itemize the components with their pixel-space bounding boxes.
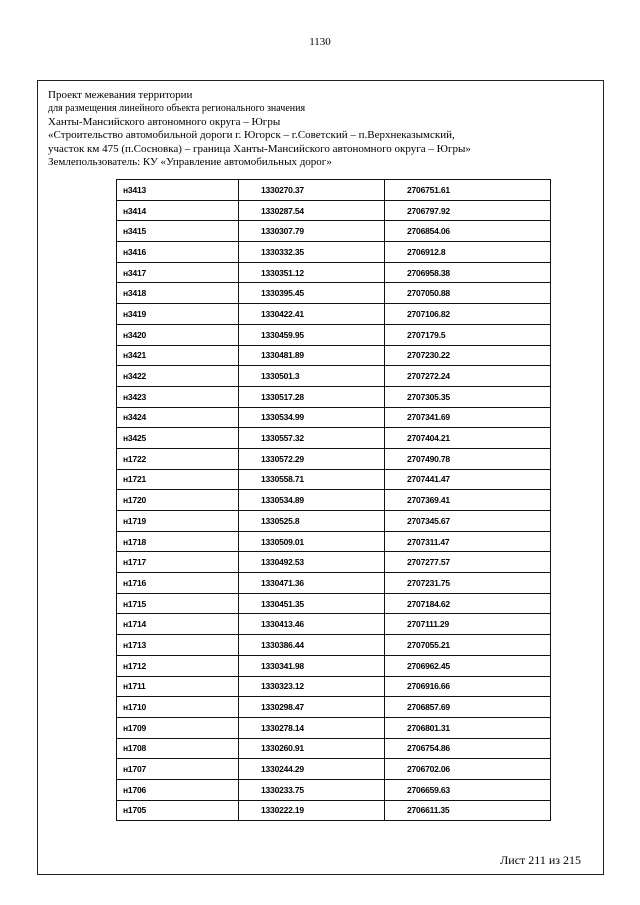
header-line-6: Землепользователь: КУ «Управление автомобильных дорог» <box>48 156 332 169</box>
x-coordinate-cell: 1330323.12 <box>239 676 385 697</box>
point-id-cell: н1717 <box>117 552 239 573</box>
table-row <box>117 200 551 221</box>
table-row <box>117 448 551 469</box>
point-id-cell: н3423 <box>117 386 239 407</box>
y-coordinate-cell: 2707050.88 <box>385 283 551 304</box>
y-coordinate-cell: 2707231.75 <box>385 573 551 594</box>
x-coordinate-cell: 1330481.89 <box>239 345 385 366</box>
header-line-3: Ханты-Мансийского автономного округа – Югры <box>48 115 281 128</box>
point-id-cell: н1714 <box>117 614 239 635</box>
x-coordinate-cell: 1330557.32 <box>239 428 385 449</box>
table-row <box>117 573 551 594</box>
y-coordinate-cell: 2707369.41 <box>385 490 551 511</box>
x-coordinate-cell: 1330534.89 <box>239 490 385 511</box>
x-coordinate-cell: 1330422.41 <box>239 304 385 325</box>
table-row <box>117 759 551 780</box>
table-row <box>117 779 551 800</box>
point-id-cell: н3417 <box>117 262 239 283</box>
y-coordinate-cell: 2707404.21 <box>385 428 551 449</box>
y-coordinate-cell: 2707345.67 <box>385 511 551 532</box>
x-coordinate-cell: 1330307.79 <box>239 221 385 242</box>
header-line-1: Проект межевания территории <box>48 89 193 101</box>
y-coordinate-cell: 2707272.24 <box>385 366 551 387</box>
point-id-cell: н1720 <box>117 490 239 511</box>
header-line-2: для размещения линейного объекта регионального значения <box>48 103 306 115</box>
point-id-cell: н3421 <box>117 345 239 366</box>
y-coordinate-cell: 2707441.47 <box>385 469 551 490</box>
table-row <box>117 345 551 366</box>
point-id-cell: н1708 <box>117 738 239 759</box>
y-coordinate-cell: 2707179.5 <box>385 324 551 345</box>
header-line-5: участок км 475 (п.Сосновка) – граница Ханты-Мансийского автономного округа – Югры» <box>48 142 471 155</box>
y-coordinate-cell: 2706958.38 <box>385 262 551 283</box>
point-id-cell: н3422 <box>117 366 239 387</box>
x-coordinate-cell: 1330386.44 <box>239 635 385 656</box>
y-coordinate-cell: 2707305.35 <box>385 386 551 407</box>
point-id-cell: н1719 <box>117 511 239 532</box>
point-id-cell: н3424 <box>117 407 239 428</box>
y-coordinate-cell: 2707111.29 <box>385 614 551 635</box>
x-coordinate-cell: 1330451.35 <box>239 593 385 614</box>
y-coordinate-cell: 2706659.63 <box>385 779 551 800</box>
table-row <box>117 635 551 656</box>
y-coordinate-cell: 2706801.31 <box>385 717 551 738</box>
x-coordinate-cell: 1330501.3 <box>239 366 385 387</box>
point-id-cell: н3418 <box>117 283 239 304</box>
y-coordinate-cell: 2706751.61 <box>385 180 551 201</box>
point-id-cell: н1709 <box>117 717 239 738</box>
table-row <box>117 386 551 407</box>
coordinates-table-body <box>117 180 551 821</box>
table-row <box>117 428 551 449</box>
table-row <box>117 283 551 304</box>
point-id-cell: н1711 <box>117 676 239 697</box>
x-coordinate-cell: 1330233.75 <box>239 779 385 800</box>
y-coordinate-cell: 2706854.06 <box>385 221 551 242</box>
point-id-cell: н1722 <box>117 448 239 469</box>
point-id-cell: н3414 <box>117 200 239 221</box>
x-coordinate-cell: 1330278.14 <box>239 717 385 738</box>
x-coordinate-cell: 1330244.29 <box>239 759 385 780</box>
point-id-cell: н3413 <box>117 180 239 201</box>
table-row <box>117 593 551 614</box>
table-row <box>117 676 551 697</box>
y-coordinate-cell: 2707184.62 <box>385 593 551 614</box>
header-line-4: «Строительство автомобильной дороги г. Югорск – г.Советский – п.Верхнеказымский, <box>48 129 455 142</box>
point-id-cell: н3419 <box>117 304 239 325</box>
y-coordinate-cell: 2707311.47 <box>385 531 551 552</box>
y-coordinate-cell: 2707277.57 <box>385 552 551 573</box>
point-id-cell: н3420 <box>117 324 239 345</box>
y-coordinate-cell: 2706754.86 <box>385 738 551 759</box>
table-row <box>117 469 551 490</box>
y-coordinate-cell: 2706912.8 <box>385 242 551 263</box>
point-id-cell: н1706 <box>117 779 239 800</box>
y-coordinate-cell: 2706857.69 <box>385 697 551 718</box>
y-coordinate-cell: 2706962.45 <box>385 655 551 676</box>
x-coordinate-cell: 1330270.37 <box>239 180 385 201</box>
document-header <box>48 89 593 169</box>
point-id-cell: н3416 <box>117 242 239 263</box>
point-id-cell: н1712 <box>117 655 239 676</box>
x-coordinate-cell: 1330351.12 <box>239 262 385 283</box>
point-id-cell: н3425 <box>117 428 239 449</box>
y-coordinate-cell: 2706797.92 <box>385 200 551 221</box>
table-row <box>117 262 551 283</box>
point-id-cell: н1713 <box>117 635 239 656</box>
x-coordinate-cell: 1330517.28 <box>239 386 385 407</box>
point-id-cell: н1716 <box>117 573 239 594</box>
x-coordinate-cell: 1330525.8 <box>239 511 385 532</box>
table-row <box>117 614 551 635</box>
x-coordinate-cell: 1330222.19 <box>239 800 385 821</box>
table-row <box>117 324 551 345</box>
page-number: 1130 <box>309 36 331 48</box>
coordinates-table <box>116 179 551 821</box>
sheet-number: Лист 211 из 215 <box>500 853 581 867</box>
point-id-cell: н1710 <box>117 697 239 718</box>
x-coordinate-cell: 1330332.35 <box>239 242 385 263</box>
table-row <box>117 531 551 552</box>
y-coordinate-cell: 2706611.35 <box>385 800 551 821</box>
table-row <box>117 407 551 428</box>
table-row <box>117 511 551 532</box>
x-coordinate-cell: 1330558.71 <box>239 469 385 490</box>
x-coordinate-cell: 1330492.53 <box>239 552 385 573</box>
table-row <box>117 366 551 387</box>
table-row <box>117 655 551 676</box>
x-coordinate-cell: 1330413.46 <box>239 614 385 635</box>
table-row <box>117 180 551 201</box>
x-coordinate-cell: 1330572.29 <box>239 448 385 469</box>
x-coordinate-cell: 1330341.98 <box>239 655 385 676</box>
table-row <box>117 738 551 759</box>
table-row <box>117 552 551 573</box>
x-coordinate-cell: 1330509.01 <box>239 531 385 552</box>
point-id-cell: н1705 <box>117 800 239 821</box>
y-coordinate-cell: 2707055.21 <box>385 635 551 656</box>
y-coordinate-cell: 2706702.06 <box>385 759 551 780</box>
x-coordinate-cell: 1330395.45 <box>239 283 385 304</box>
table-row <box>117 800 551 821</box>
table-row <box>117 242 551 263</box>
document-frame <box>37 80 604 875</box>
point-id-cell: н3415 <box>117 221 239 242</box>
x-coordinate-cell: 1330298.47 <box>239 697 385 718</box>
point-id-cell: н1721 <box>117 469 239 490</box>
x-coordinate-cell: 1330534.99 <box>239 407 385 428</box>
y-coordinate-cell: 2707490.78 <box>385 448 551 469</box>
x-coordinate-cell: 1330459.95 <box>239 324 385 345</box>
point-id-cell: н1707 <box>117 759 239 780</box>
y-coordinate-cell: 2707341.69 <box>385 407 551 428</box>
y-coordinate-cell: 2706916.66 <box>385 676 551 697</box>
y-coordinate-cell: 2707106.82 <box>385 304 551 325</box>
x-coordinate-cell: 1330287.54 <box>239 200 385 221</box>
table-row <box>117 304 551 325</box>
y-coordinate-cell: 2707230.22 <box>385 345 551 366</box>
point-id-cell: н1718 <box>117 531 239 552</box>
table-row <box>117 221 551 242</box>
table-row <box>117 490 551 511</box>
x-coordinate-cell: 1330260.91 <box>239 738 385 759</box>
x-coordinate-cell: 1330471.36 <box>239 573 385 594</box>
point-id-cell: н1715 <box>117 593 239 614</box>
table-row <box>117 697 551 718</box>
table-row <box>117 717 551 738</box>
